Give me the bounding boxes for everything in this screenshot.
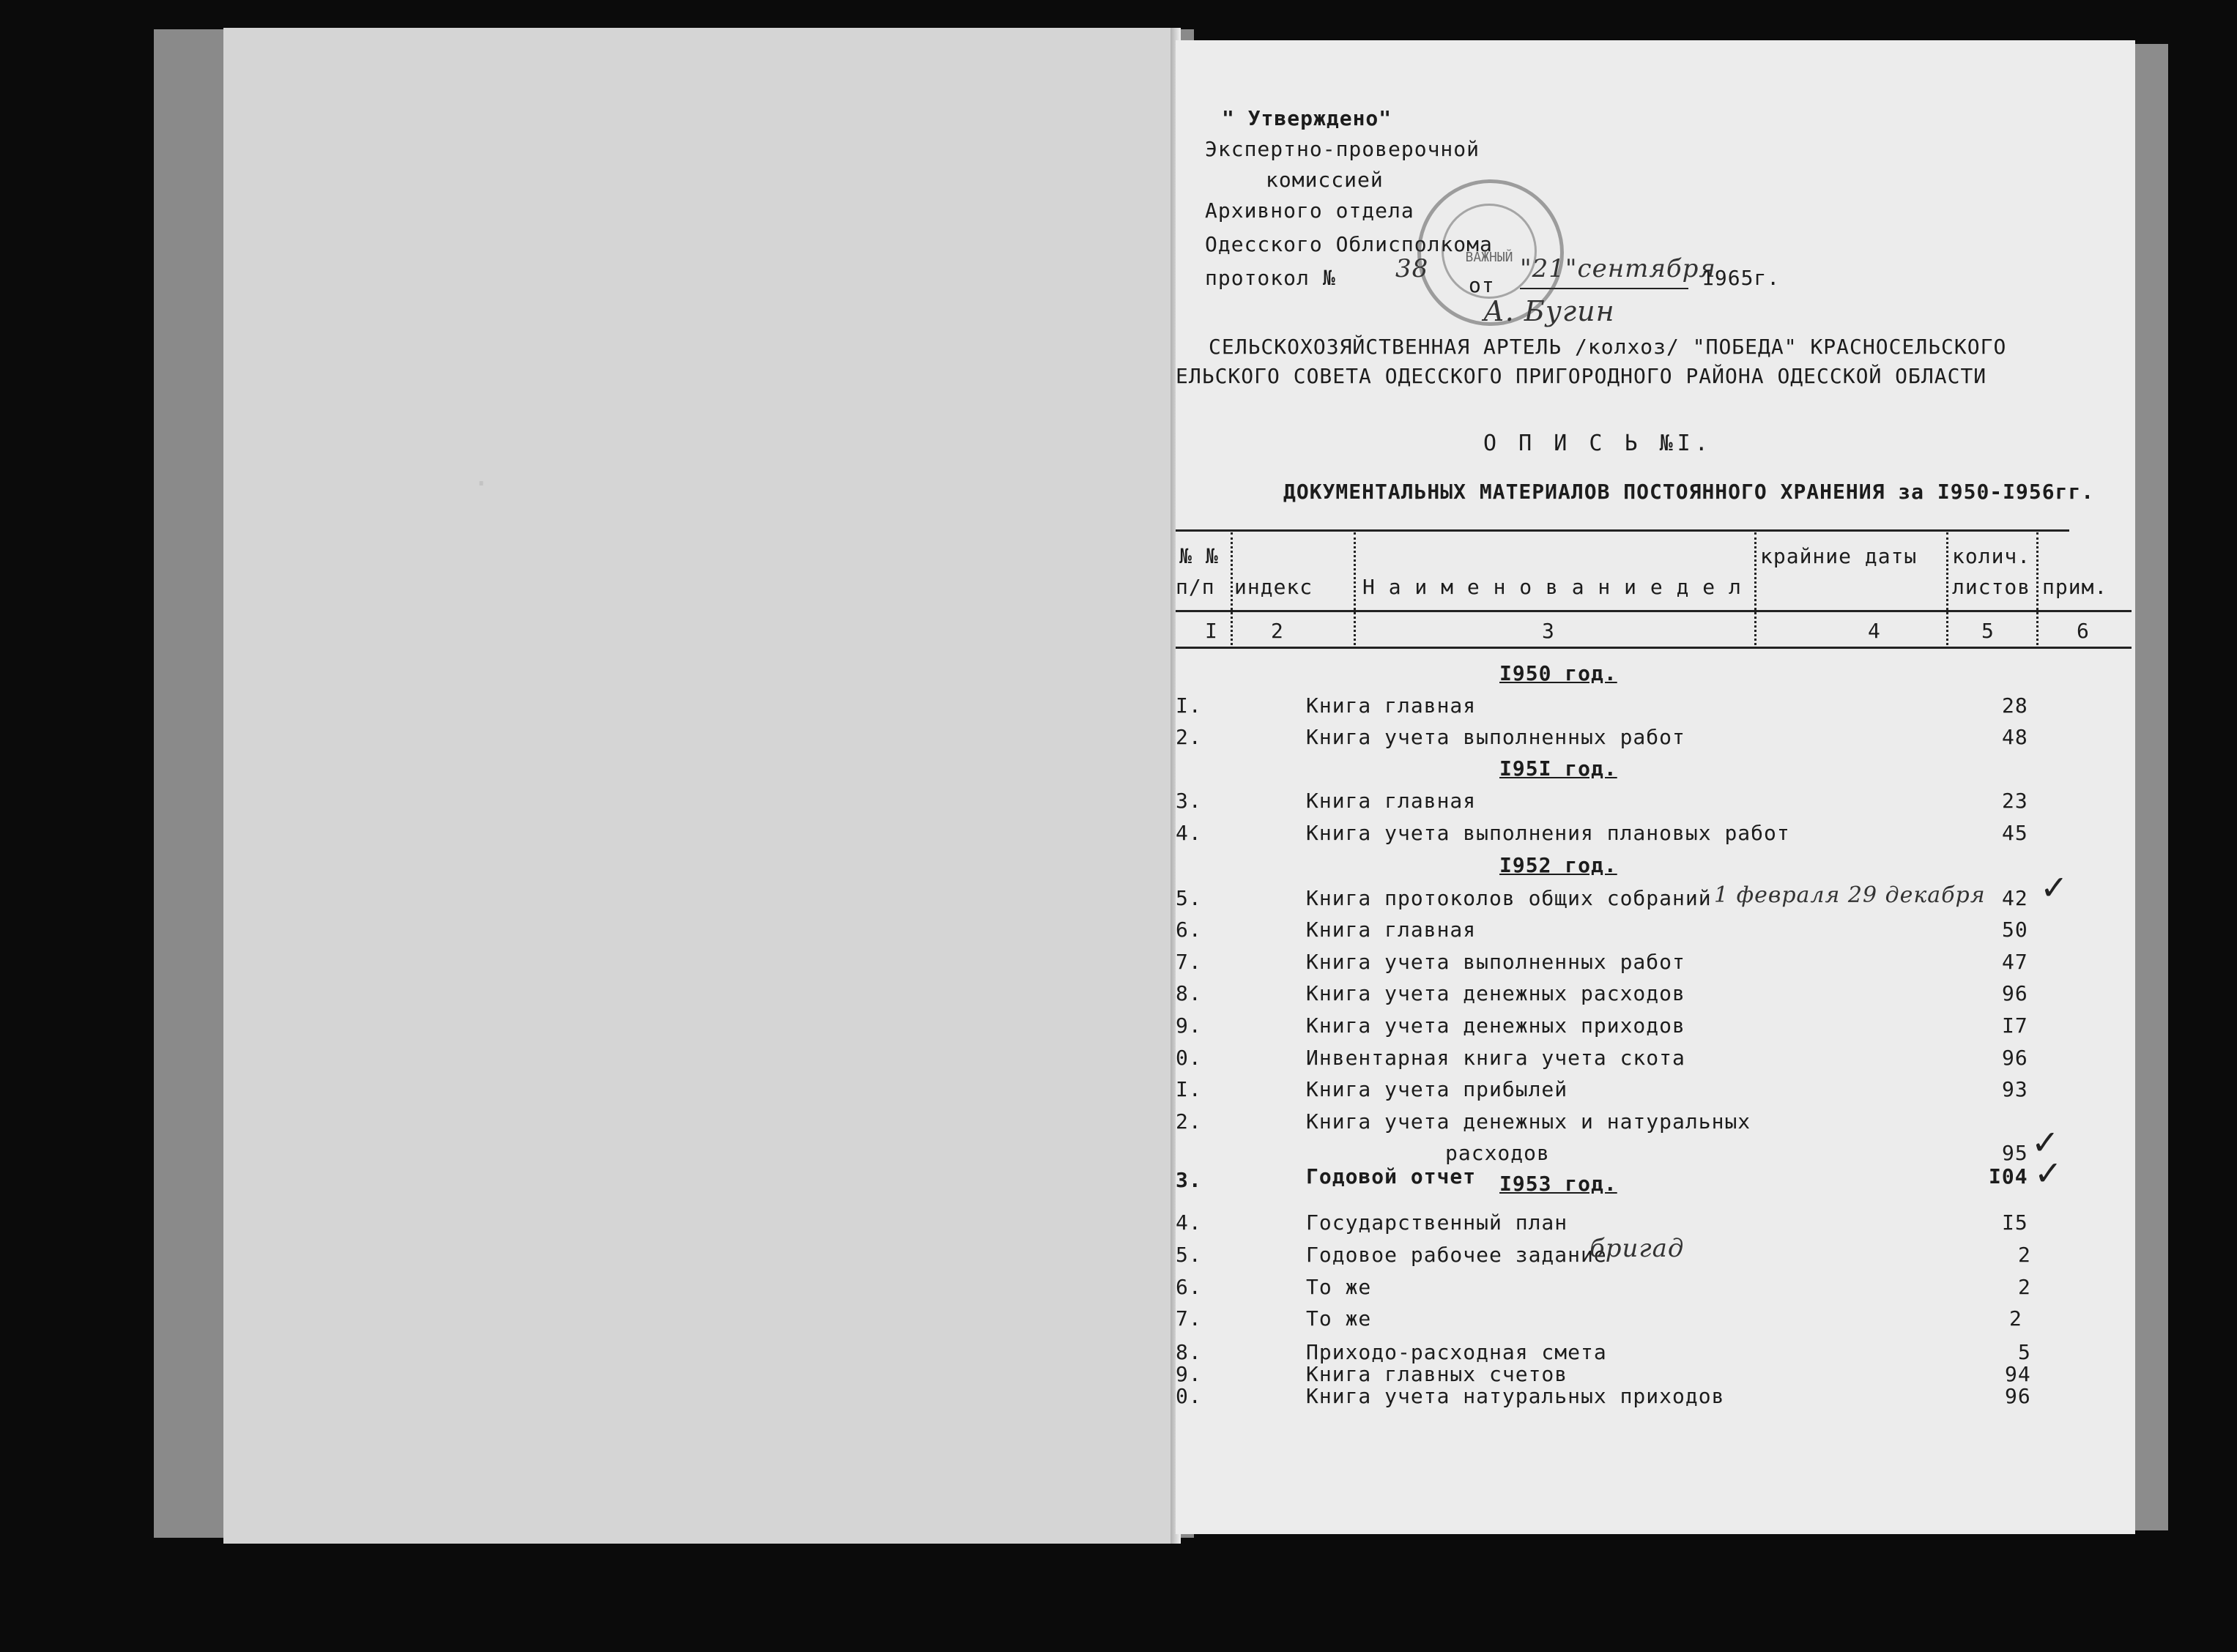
row-5-checkmark: ✓ [2040,868,2069,907]
row-14-sheets: I5 [2002,1210,2028,1235]
row-2-num: 2. [1176,725,1202,749]
approval-signature: А. Бугин [1483,295,1615,327]
th-colnum-6: 6 [2077,619,2090,643]
row-15-name: Годовое рабочее задание [1306,1243,1607,1267]
protocol-from: от [1469,273,1495,297]
row-8-sheets: 96 [2002,981,2028,1005]
approval-line-5: Одесского Облисполкома [1205,232,1493,256]
row-12-name-cont: расходов [1445,1141,1550,1165]
row-9-num: 9. [1176,1013,1202,1038]
row-20-name: Книга учета натуральных приходов [1306,1384,1725,1408]
row-15-sheets: 2 [2018,1243,2031,1267]
row-7-sheets: 47 [2002,950,2028,974]
org-line-2: ЕЛЬСКОГО СОВЕТА ОДЕССКОГО ПРИГОРОДНОГО РАЙОНА ОДЕССКОЙ ОБЛАСТИ [1176,364,1987,388]
row-4-num: 4. [1176,821,1202,845]
row-18-sheets: 5 [2018,1340,2031,1364]
stamp-text: ВАЖНЫЙ [1465,250,1513,265]
left-page-blank [223,28,1176,1544]
row-15-note-hand: бригад [1589,1234,1685,1263]
row-17-sheets: 2 [2009,1306,2022,1331]
row-2-sheets: 48 [2002,725,2028,749]
row-6-sheets: 50 [2002,918,2028,942]
row-10-num: 0. [1176,1046,1202,1070]
th-name: Н а и м е н о в а н и е д е л [1362,575,1742,599]
row-19-name: Книга главных счетов [1306,1362,1568,1386]
year-1952: I952 год. [1499,853,1617,877]
row-14-name: Государственный план [1306,1210,1568,1235]
th-colnum-3: 3 [1542,619,1555,643]
row-18-name: Приходо-расходная смета [1306,1340,1607,1364]
row-3-name: Книга главная [1306,789,1477,813]
protocol-date-hand: "21"сентября [1520,254,1716,283]
row-13-num: 3. [1176,1168,1202,1192]
inventory-subtitle: ДОКУМЕНТАЛЬНЫХ МАТЕРИАЛОВ ПОСТОЯННОГО ХРАНЕНИЯ за I950-I956гг. [1283,480,2095,504]
row-18-num: 8. [1176,1340,1202,1364]
row-10-sheets: 96 [2002,1046,2028,1070]
approval-line-4: Архивного отдела [1205,198,1414,223]
row-5-num: 5. [1176,886,1202,910]
row-1-name: Книга главная [1306,693,1477,718]
right-page-inventory [1176,40,2135,1534]
header-mid-rule [1176,610,2132,612]
year-1950: I950 год. [1499,661,1617,685]
col-divider-4 [1946,532,1948,645]
row-4-sheets: 45 [2002,821,2028,845]
th-notes: прим. [2042,575,2108,599]
row-17-num: 7. [1176,1306,1202,1331]
approval-line-2: Экспертно-проверочной [1205,137,1480,161]
row-20-sheets: 96 [2005,1384,2031,1408]
th-colnum-4: 4 [1868,619,1881,643]
row-7-name: Книга учета выполненных работ [1306,950,1685,974]
col-divider-3 [1754,532,1756,645]
protocol-year: 1965г. [1702,266,1781,290]
row-11-num: I. [1176,1077,1202,1101]
header-bottom-rule [1176,647,2132,649]
th-dates: крайние даты [1760,544,1918,568]
table-top-rule [1176,529,2069,532]
row-2-name: Книга учета выполненных работ [1306,725,1685,749]
row-19-num: 9. [1176,1362,1202,1386]
th-colnum-5: 5 [1981,619,1995,643]
row-15-num: 5. [1176,1243,1202,1267]
row-13-sheets: I04 [1989,1164,2028,1188]
approval-line-1: " Утверждено" [1222,106,1392,130]
year-1951: I95I год. [1499,756,1617,781]
row-16-sheets: 2 [2018,1275,2031,1299]
row-6-name: Книга главная [1306,918,1477,942]
th-sheets-a: колич. [1952,544,2031,568]
row-1-num: I. [1176,693,1202,718]
row-12-sheets: 95 [2002,1141,2028,1165]
row-7-num: 7. [1176,950,1202,974]
row-8-num: 8. [1176,981,1202,1005]
th-num-b: п/п [1176,575,1215,599]
row-13-name: Годовой отчет [1306,1164,1477,1188]
org-line-1: СЕЛЬСКОХОЗЯЙСТВЕННАЯ АРТЕЛЬ /колхоз/ "ПОБЕДА" КРАСНОСЕЛЬСКОГО [1209,335,2007,359]
row-9-name: Книга учета денежных приходов [1306,1013,1685,1038]
inventory-title: О П И С Ь №I. [1483,431,1713,456]
protocol-number: 38 [1395,254,1429,283]
row-8-name: Книга учета денежных расходов [1306,981,1685,1005]
row-1-sheets: 28 [2002,693,2028,718]
row-3-sheets: 23 [2002,789,2028,813]
col-divider-1 [1231,532,1233,645]
row-14-num: 4. [1176,1210,1202,1235]
row-9-sheets: I7 [2002,1013,2028,1038]
row-6-num: 6. [1176,918,1202,942]
col-divider-2 [1354,532,1356,645]
th-sheets-b: листов [1952,575,2031,599]
row-11-sheets: 93 [2002,1077,2028,1101]
stamp-inner-ring [1442,204,1537,299]
show-through-mark: · [472,467,491,501]
col-divider-5 [2036,532,2038,645]
th-num-a: № № [1179,544,1219,568]
row-4-name: Книга учета выполнения плановых работ [1306,821,1790,845]
row-11-name: Книга учета прибылей [1306,1077,1568,1101]
row-20-num: 0. [1176,1384,1202,1408]
approval-line-3: комиссией [1266,168,1384,192]
protocol-label: протокол № [1205,266,1336,290]
year-1953: I953 год. [1499,1172,1617,1196]
row-16-num: 6. [1176,1275,1202,1299]
row-12-name: Книга учета денежных и натуральных [1306,1109,1751,1134]
row-12-num: 2. [1176,1109,1202,1134]
row-5-sheets: 42 [2002,886,2028,910]
row-19-sheets: 94 [2005,1362,2031,1386]
row-13-checkmark: ✓ [2034,1153,2063,1193]
round-stamp [1417,179,1564,326]
row-12-checkmark: ✓ [2031,1123,2060,1162]
row-5-name: Книга протоколов общих собраний [1306,886,1712,910]
row-16-name: То же [1306,1275,1372,1299]
row-17-name: То же [1306,1306,1372,1331]
th-colnum-2: 2 [1271,619,1284,643]
th-colnum-1: I [1205,619,1218,643]
row-5-dates-hand: 1 февраля 29 декабря [1714,882,1986,908]
row-3-num: 3. [1176,789,1202,813]
th-index: индекс [1234,575,1313,599]
row-10-name: Инвентарная книга учета скота [1306,1046,1685,1070]
